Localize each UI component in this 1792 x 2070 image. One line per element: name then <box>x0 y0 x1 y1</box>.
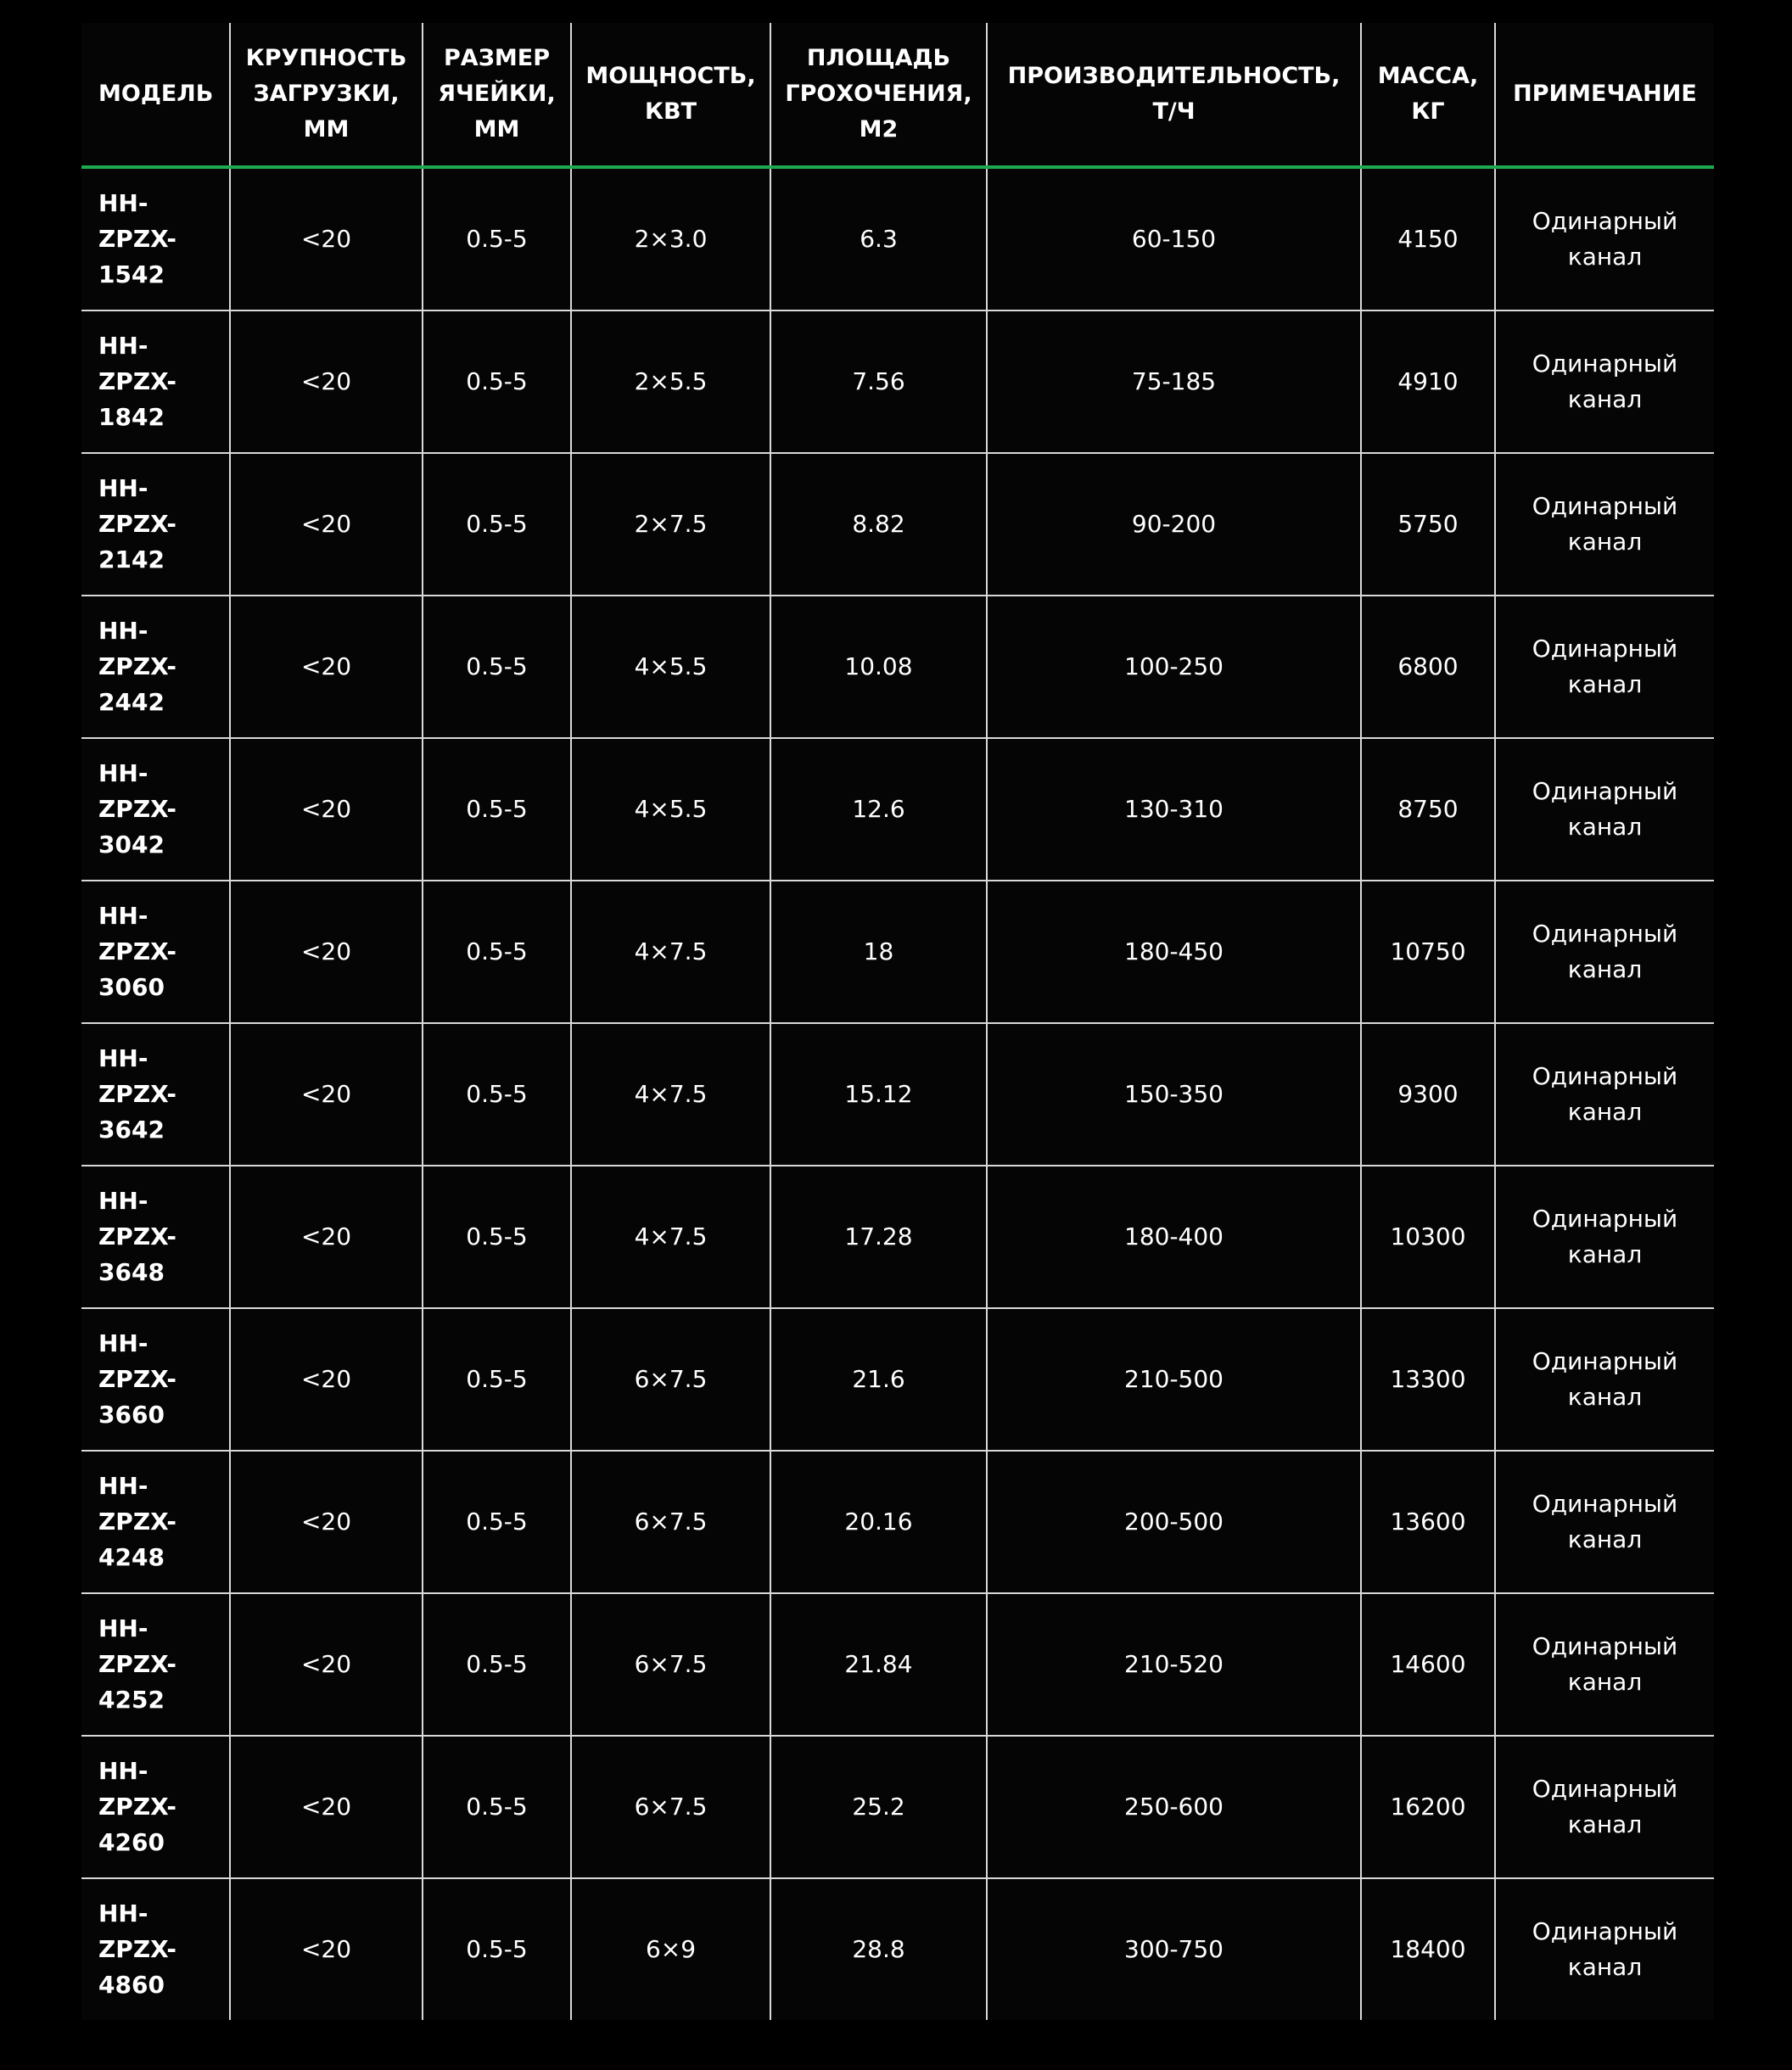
note-text: Одинарный канал <box>1532 492 1678 556</box>
cell-weight: 8750 <box>1361 738 1495 881</box>
table-row <box>81 1878 1714 2020</box>
cell-model <box>81 738 230 881</box>
cell-mesh-size: 0.5-5 <box>423 310 571 453</box>
cell-mesh-size: 0.5-5 <box>423 596 571 738</box>
note-text: Одинарный канал <box>1532 1632 1678 1696</box>
cell-capacity: 75-185 <box>987 310 1361 453</box>
cell-note <box>1495 167 1714 310</box>
cell-model <box>81 310 230 453</box>
cell-weight: 18400 <box>1361 1878 1495 2020</box>
header-note: ПРИМЕЧАНИЕ <box>1495 23 1714 167</box>
cell-screen-area: 7.56 <box>770 310 987 453</box>
cell-feed-size: <20 <box>230 1308 423 1451</box>
cell-note <box>1495 1593 1714 1736</box>
cell-feed-size: <20 <box>230 167 423 310</box>
cell-power: 2×5.5 <box>571 310 770 453</box>
cell-screen-area: 6.3 <box>770 167 987 310</box>
cell-weight: 9300 <box>1361 1023 1495 1166</box>
cell-feed-size: <20 <box>230 596 423 738</box>
cell-note <box>1495 1308 1714 1451</box>
cell-power: 6×7.5 <box>571 1736 770 1878</box>
cell-mesh-size: 0.5-5 <box>423 167 571 310</box>
cell-model <box>81 1878 230 2020</box>
cell-capacity: 300-750 <box>987 1878 1361 2020</box>
cell-mesh-size: 0.5-5 <box>423 1878 571 2020</box>
cell-note <box>1495 1878 1714 2020</box>
header-power: МОЩНОСТЬ, КВТ <box>571 23 770 167</box>
cell-screen-area: 20.16 <box>770 1451 987 1593</box>
cell-screen-area: 21.6 <box>770 1308 987 1451</box>
model-name: HH- ZPZX- 3648 <box>98 1187 177 1286</box>
cell-screen-area: 10.08 <box>770 596 987 738</box>
model-name: HH- ZPZX- 4260 <box>98 1757 177 1856</box>
cell-model <box>81 1593 230 1736</box>
note-text: Одинарный канал <box>1532 1205 1678 1268</box>
model-name: HH- ZPZX- 3042 <box>98 759 177 859</box>
cell-weight: 13600 <box>1361 1451 1495 1593</box>
cell-note <box>1495 453 1714 596</box>
cell-screen-area: 15.12 <box>770 1023 987 1166</box>
cell-power: 6×7.5 <box>571 1451 770 1593</box>
cell-screen-area: 28.8 <box>770 1878 987 2020</box>
table-row <box>81 738 1714 881</box>
cell-power: 4×7.5 <box>571 1023 770 1166</box>
table-row <box>81 310 1714 453</box>
model-name: HH- ZPZX- 4248 <box>98 1472 177 1571</box>
note-text: Одинарный канал <box>1532 1775 1678 1838</box>
cell-feed-size: <20 <box>230 1593 423 1736</box>
cell-weight: 16200 <box>1361 1736 1495 1878</box>
cell-feed-size: <20 <box>230 1736 423 1878</box>
cell-capacity: 130-310 <box>987 738 1361 881</box>
cell-note <box>1495 738 1714 881</box>
table-row <box>81 596 1714 738</box>
note-text: Одинарный канал <box>1532 207 1678 271</box>
cell-capacity: 60-150 <box>987 167 1361 310</box>
cell-capacity: 250-600 <box>987 1736 1361 1878</box>
cell-screen-area: 21.84 <box>770 1593 987 1736</box>
cell-screen-area: 12.6 <box>770 738 987 881</box>
cell-model <box>81 1308 230 1451</box>
table-row <box>81 167 1714 310</box>
cell-feed-size: <20 <box>230 310 423 453</box>
note-text: Одинарный канал <box>1532 635 1678 698</box>
cell-model <box>81 453 230 596</box>
model-name: HH- ZPZX- 2142 <box>98 474 177 573</box>
cell-weight: 4910 <box>1361 310 1495 453</box>
cell-feed-size: <20 <box>230 1023 423 1166</box>
cell-power: 4×5.5 <box>571 596 770 738</box>
cell-power: 6×7.5 <box>571 1308 770 1451</box>
cell-note <box>1495 1023 1714 1166</box>
table-row <box>81 1736 1714 1878</box>
cell-model <box>81 596 230 738</box>
spec-table <box>81 23 1714 2020</box>
note-text: Одинарный канал <box>1532 350 1678 413</box>
model-name: HH- ZPZX- 3660 <box>98 1329 177 1429</box>
cell-capacity: 210-520 <box>987 1593 1361 1736</box>
table-row <box>81 453 1714 596</box>
table-row <box>81 1308 1714 1451</box>
cell-mesh-size: 0.5-5 <box>423 1166 571 1308</box>
note-text: Одинарный канал <box>1532 1062 1678 1126</box>
header-row <box>81 23 1714 167</box>
cell-feed-size: <20 <box>230 1878 423 2020</box>
cell-model <box>81 1023 230 1166</box>
header-model: МОДЕЛЬ <box>81 23 230 167</box>
cell-capacity: 100-250 <box>987 596 1361 738</box>
cell-model <box>81 1166 230 1308</box>
cell-mesh-size: 0.5-5 <box>423 1308 571 1451</box>
header-capacity: ПРОИЗВОДИТЕЛЬНОСТЬ, Т/Ч <box>987 23 1361 167</box>
cell-mesh-size: 0.5-5 <box>423 1736 571 1878</box>
cell-feed-size: <20 <box>230 738 423 881</box>
table-body <box>81 167 1714 2020</box>
cell-mesh-size: 0.5-5 <box>423 1023 571 1166</box>
cell-weight: 10750 <box>1361 881 1495 1023</box>
table-row <box>81 1451 1714 1593</box>
cell-mesh-size: 0.5-5 <box>423 453 571 596</box>
cell-power: 4×7.5 <box>571 881 770 1023</box>
cell-power: 2×3.0 <box>571 167 770 310</box>
cell-weight: 5750 <box>1361 453 1495 596</box>
cell-note <box>1495 881 1714 1023</box>
cell-mesh-size: 0.5-5 <box>423 1451 571 1593</box>
note-text: Одинарный канал <box>1532 1347 1678 1411</box>
cell-capacity: 180-450 <box>987 881 1361 1023</box>
model-name: HH- ZPZX- 2442 <box>98 617 177 716</box>
table-row <box>81 881 1714 1023</box>
header-feed-size: КРУПНОСТЬ ЗАГРУЗКИ, ММ <box>230 23 423 167</box>
header-mesh-size: РАЗМЕР ЯЧЕЙКИ, ММ <box>423 23 571 167</box>
cell-power: 6×9 <box>571 1878 770 2020</box>
cell-weight: 4150 <box>1361 167 1495 310</box>
cell-model <box>81 1736 230 1878</box>
header-weight: МАССА, КГ <box>1361 23 1495 167</box>
cell-note <box>1495 1451 1714 1593</box>
table-row <box>81 1023 1714 1166</box>
cell-mesh-size: 0.5-5 <box>423 1593 571 1736</box>
cell-capacity: 180-400 <box>987 1166 1361 1308</box>
cell-power: 4×7.5 <box>571 1166 770 1308</box>
table-header <box>81 23 1714 167</box>
cell-screen-area: 25.2 <box>770 1736 987 1878</box>
cell-power: 4×5.5 <box>571 738 770 881</box>
model-name: HH- ZPZX- 4860 <box>98 1899 177 1999</box>
cell-feed-size: <20 <box>230 453 423 596</box>
note-text: Одинарный канал <box>1532 1490 1678 1553</box>
cell-capacity: 90-200 <box>987 453 1361 596</box>
note-text: Одинарный канал <box>1532 1917 1678 1981</box>
cell-note <box>1495 1166 1714 1308</box>
cell-mesh-size: 0.5-5 <box>423 881 571 1023</box>
cell-capacity: 150-350 <box>987 1023 1361 1166</box>
cell-weight: 6800 <box>1361 596 1495 738</box>
spec-table-container <box>81 23 1714 2020</box>
header-screen-area: ПЛОЩАДЬ ГРОХОЧЕНИЯ, М2 <box>770 23 987 167</box>
cell-power: 2×7.5 <box>571 453 770 596</box>
cell-capacity: 210-500 <box>987 1308 1361 1451</box>
note-text: Одинарный канал <box>1532 920 1678 983</box>
model-name: HH- ZPZX- 1842 <box>98 332 177 431</box>
cell-screen-area: 17.28 <box>770 1166 987 1308</box>
note-text: Одинарный канал <box>1532 777 1678 841</box>
cell-weight: 14600 <box>1361 1593 1495 1736</box>
cell-weight: 10300 <box>1361 1166 1495 1308</box>
cell-mesh-size: 0.5-5 <box>423 738 571 881</box>
cell-feed-size: <20 <box>230 881 423 1023</box>
cell-note <box>1495 1736 1714 1878</box>
cell-note <box>1495 310 1714 453</box>
cell-screen-area: 18 <box>770 881 987 1023</box>
cell-capacity: 200-500 <box>987 1451 1361 1593</box>
cell-model <box>81 1451 230 1593</box>
cell-note <box>1495 596 1714 738</box>
model-name: HH- ZPZX- 3642 <box>98 1044 177 1144</box>
cell-power: 6×7.5 <box>571 1593 770 1736</box>
cell-weight: 13300 <box>1361 1308 1495 1451</box>
model-name: HH- ZPZX- 1542 <box>98 189 177 288</box>
table-row <box>81 1166 1714 1308</box>
model-name: HH- ZPZX- 4252 <box>98 1614 177 1714</box>
cell-model <box>81 881 230 1023</box>
model-name: HH- ZPZX- 3060 <box>98 902 177 1001</box>
cell-feed-size: <20 <box>230 1166 423 1308</box>
table-row <box>81 1593 1714 1736</box>
cell-model <box>81 167 230 310</box>
cell-feed-size: <20 <box>230 1451 423 1593</box>
cell-screen-area: 8.82 <box>770 453 987 596</box>
